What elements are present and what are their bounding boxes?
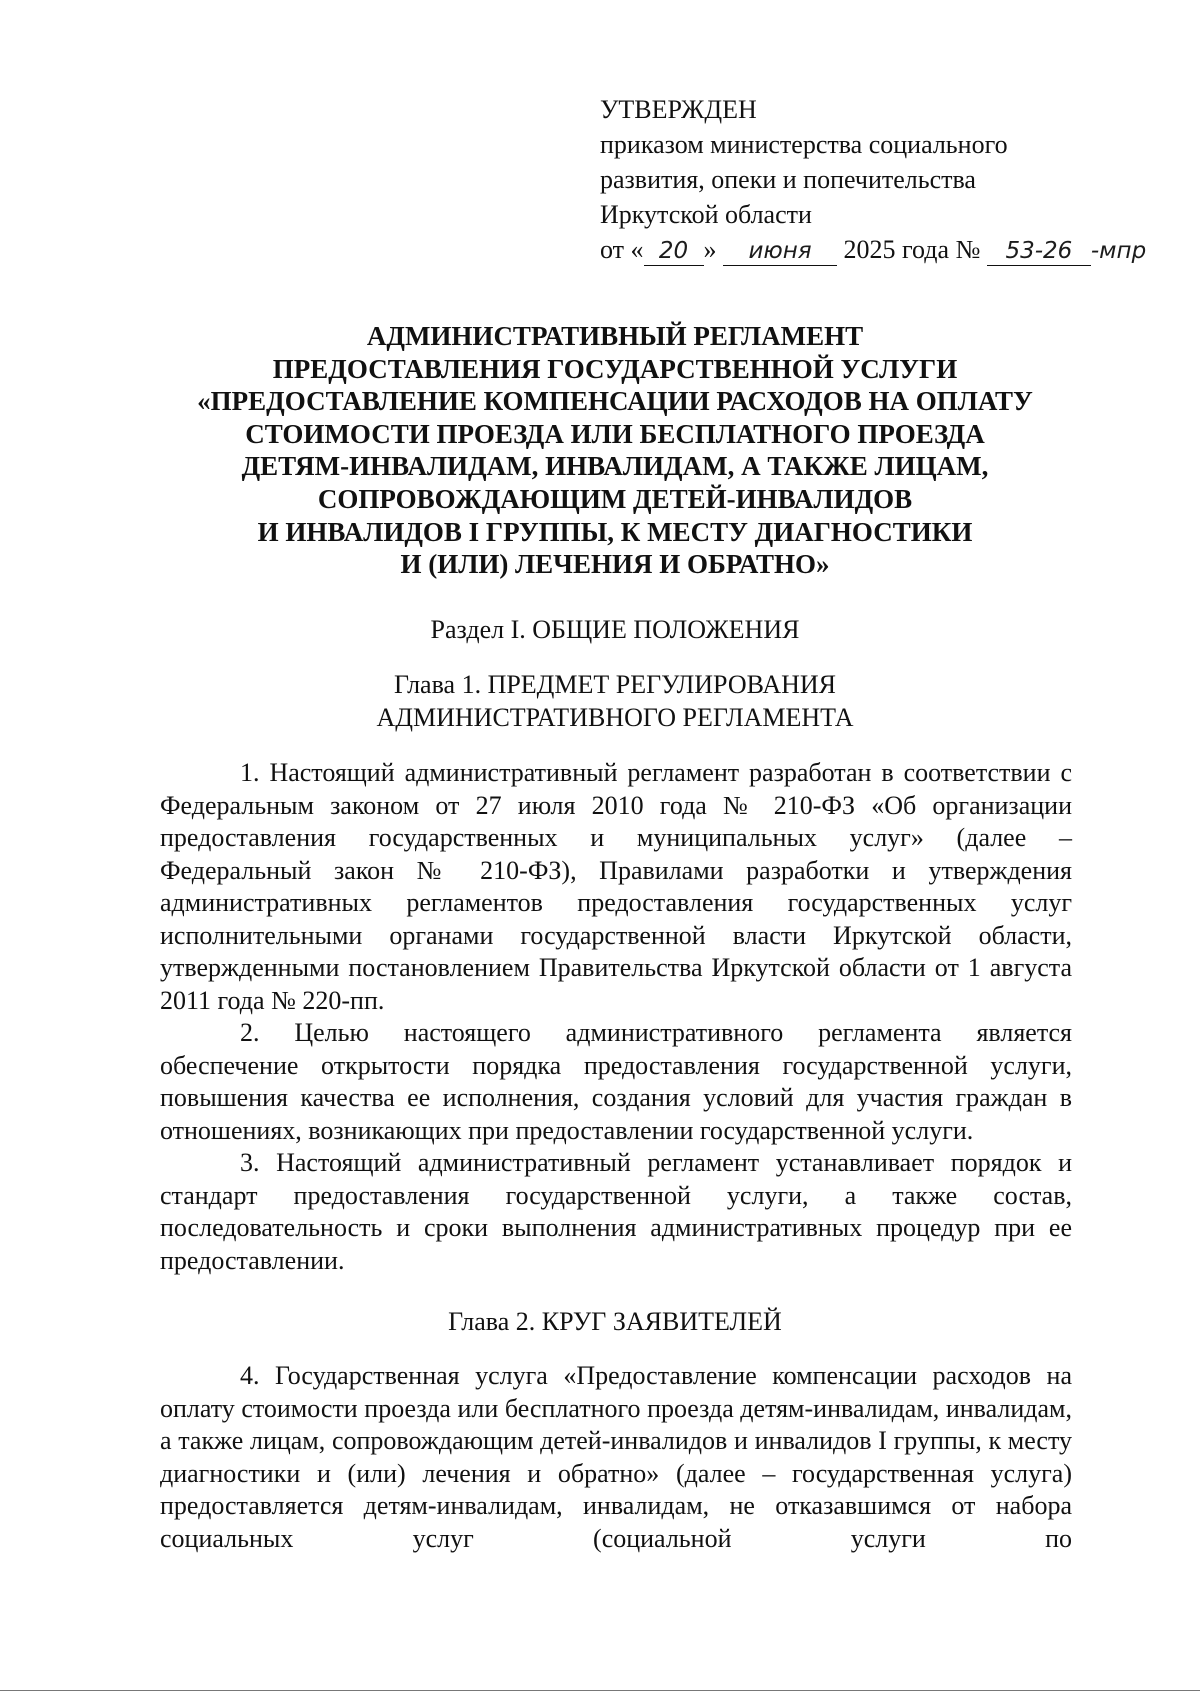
paragraph: 2. Целью настоящего административного регламента является обеспечение открытости порядка предоставления государственной услуги, повышения качества ее исполнения, создания условий для участия граждан в отношениях, возникающих при предоставлении государственной услуги.	[160, 1018, 1072, 1145]
title-line: И (ИЛИ) ЛЕЧЕНИЯ И ОБРАТНО»	[400, 549, 830, 580]
approval-heading: УТВЕРЖДЕН	[600, 95, 757, 124]
chapter-2-title: Глава 2. КРУГ ЗАЯВИТЕЛЕЙ	[448, 1307, 782, 1336]
year-text: 2025 года №	[843, 235, 981, 264]
chapter-1-heading	[150, 668, 1080, 734]
paragraph: 4. Государственная услуга «Предоставление компенсации расходов на оплату стоимости проезда или бесплатного проезда детям-инвалидам, инвалидам, а также лицам, сопровождающим детей-инвалидов и инвалидов I группы, к месту диагностики и (или) лечения и обратно» (далее – государственная услуга) предоставляется детям-инвалидам, инвалидам, не отказавшимся от набора социальных услуг (социальной услуги по	[160, 1361, 1072, 1553]
approval-line-3: Иркутской области	[600, 200, 812, 229]
section-title: Раздел I. ОБЩИЕ ПОЛОЖЕНИЯ	[430, 615, 800, 644]
approval-line-1: приказом министерства социального	[600, 130, 1008, 159]
chapter-1-title-line-2: АДМИНИСТРАТИВНОГО РЕГЛАМЕНТА	[376, 703, 854, 732]
title-line: ПРЕДОСТАВЛЕНИЯ ГОСУДАРСТВЕННОЙ УСЛУГИ	[272, 353, 958, 384]
page-bottom-rule	[0, 1690, 1200, 1691]
approval-block	[600, 92, 1180, 267]
handwritten-day: 20	[644, 237, 704, 266]
chapter-2-body	[160, 1360, 1072, 1555]
section-heading	[150, 613, 1080, 646]
title-line: И ИНВАЛИДОВ I ГРУППЫ, К МЕСТУ ДИАГНОСТИКИ	[257, 516, 973, 547]
title-line: АДМИНИСТРАТИВНЫЙ РЕГЛАМЕНТ	[366, 321, 864, 351]
title-line: СТОИМОСТИ ПРОЕЗДА ИЛИ БЕСПЛАТНОГО ПРОЕЗДА	[245, 418, 985, 449]
paragraph: 3. Настоящий административный регламент устанавливает порядок и стандарт предоставления государственной услуги, а также состав, последовательность и сроки выполнения административных процедур при ее предоставлении.	[160, 1148, 1072, 1275]
handwritten-number-suffix: -мпр	[1090, 238, 1147, 264]
handwritten-number: 53-26	[987, 237, 1091, 266]
document-title	[150, 320, 1080, 581]
paragraph: 1. Настоящий административный регламент разработан в соответствии с Федеральным законом от 27 июля 2010 года № 210-ФЗ «Об организации предоставления государственных и муниципальных услуг» (далее – Федеральный закон № 210-ФЗ), Правилами разработки и утверждения административных регламентов предоставления государственных услуг исполнительными органами государственной власти Иркутской области, утвержденными постановлением Правительства Иркутской области от 1 августа 2011 года № 220-пп.	[160, 758, 1072, 1015]
chapter-2-heading	[150, 1305, 1080, 1338]
title-line: СОПРОВОЖДАЮЩИМ ДЕТЕЙ-ИНВАЛИДОВ	[317, 483, 913, 514]
approval-line-2: развития, опеки и попечительства	[600, 165, 976, 194]
chapter-1-body	[160, 757, 1072, 1277]
approval-date-line	[600, 232, 1180, 267]
date-close-quote: »	[703, 235, 717, 264]
date-prefix: от «	[600, 235, 644, 264]
handwritten-month: июня	[723, 237, 837, 266]
title-line: «ПРЕДОСТАВЛЕНИЕ КОМПЕНСАЦИИ РАСХОДОВ НА ОПЛАТУ	[197, 386, 1033, 417]
title-line: ДЕТЯМ-ИНВАЛИДАМ, ИНВАЛИДАМ, А ТАКЖЕ ЛИЦАМ,	[241, 451, 989, 482]
chapter-1-title-line-1: Глава 1. ПРЕДМЕТ РЕГУЛИРОВАНИЯ	[394, 670, 836, 699]
